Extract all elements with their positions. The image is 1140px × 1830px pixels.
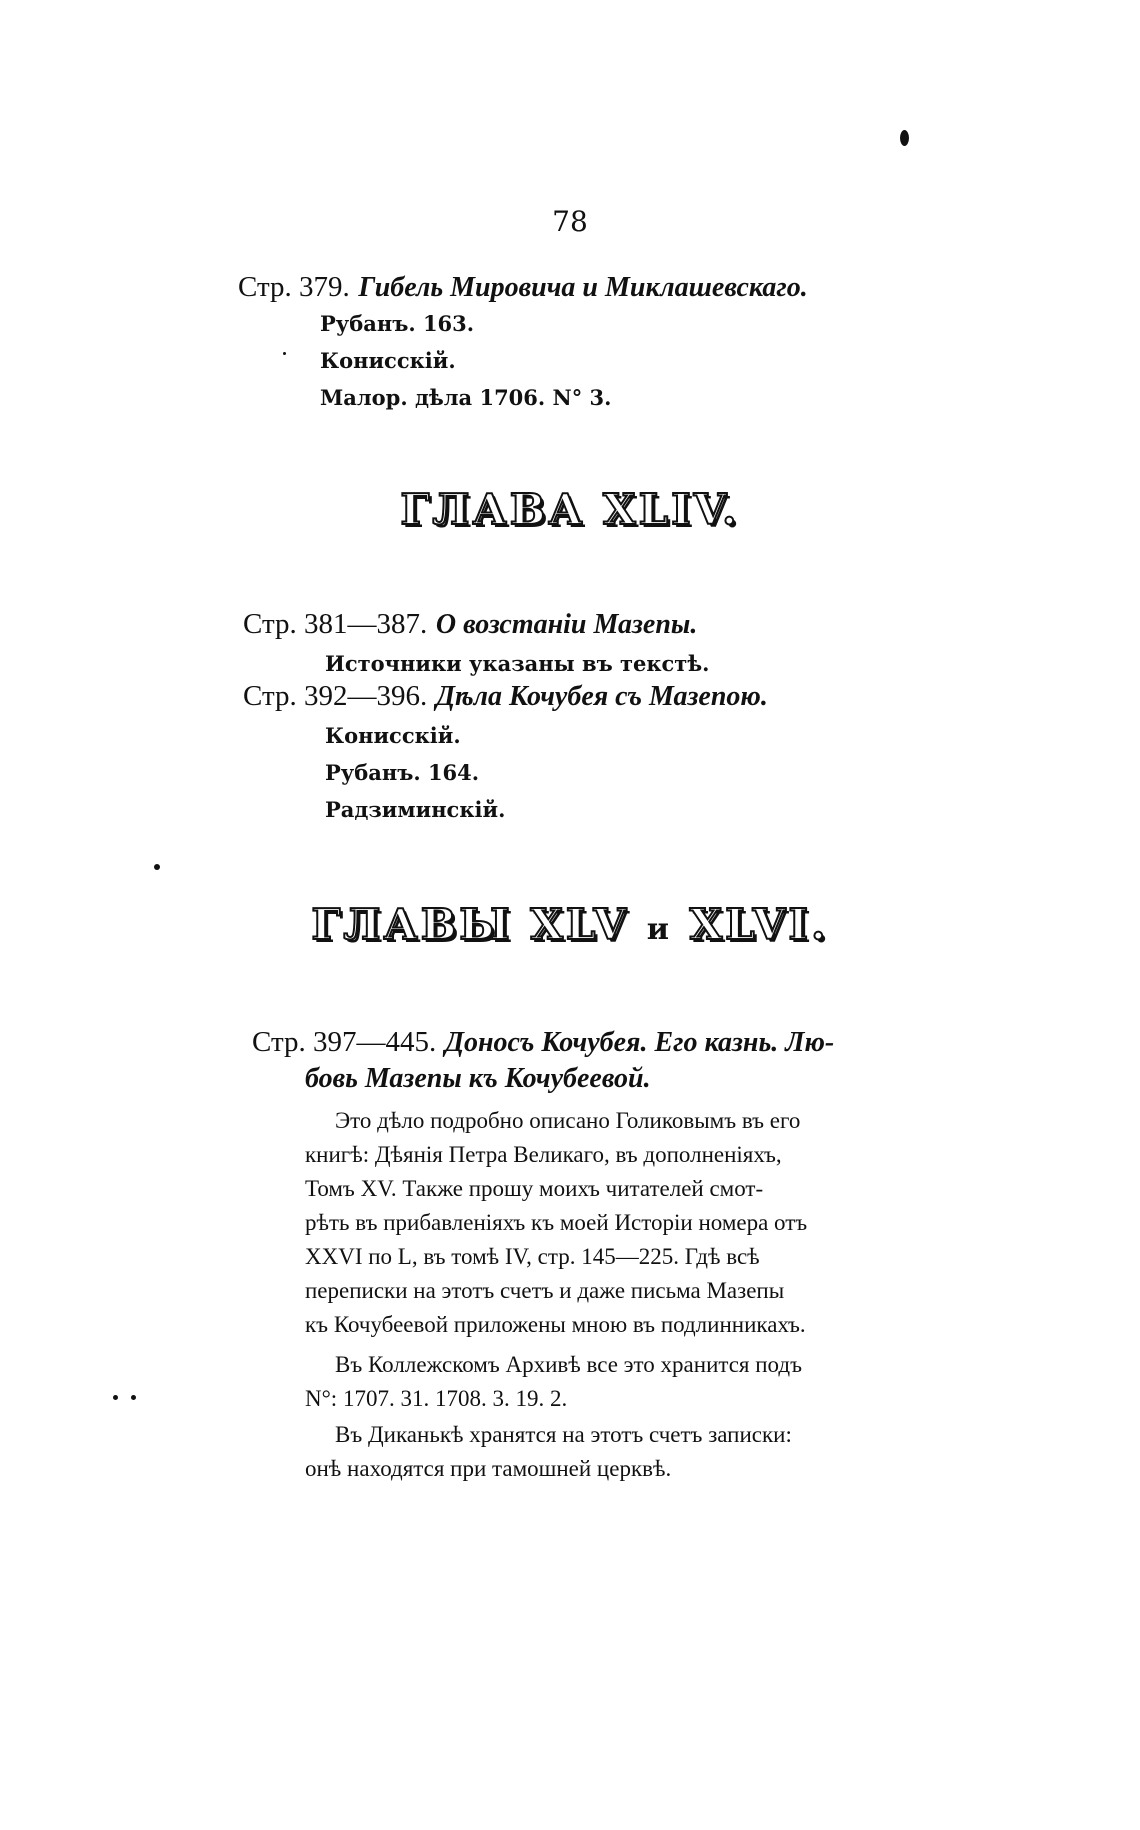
scan-speck <box>900 130 909 146</box>
scan-speck <box>154 864 160 870</box>
entry-prefix: Стр. 381—387. <box>243 608 428 640</box>
scan-speck <box>131 1395 136 1400</box>
text-line: Въ Коллежскомъ Архивѣ все это хранится подъ <box>335 1352 802 1377</box>
scan-speck <box>113 1395 118 1400</box>
chapter-heading-and: и <box>646 912 672 947</box>
entry-title-continued: бовь Мазепы къ Кочубеевой. <box>305 1063 651 1094</box>
entry-392-396 <box>243 677 768 716</box>
entry-title: О возстаніи Мазепы. <box>435 609 698 640</box>
entry-title: Дѣла Кочубея съ Мазепою. <box>435 681 768 712</box>
source-line: Рубанъ. 163. <box>320 311 475 336</box>
entry-397-445 <box>252 1023 834 1062</box>
text-line: рѣть въ прибавленіяхъ къ моей Исторіи номера отъ <box>305 1210 808 1235</box>
text-line: къ Кочубеевой приложены мною въ подлинникахъ. <box>305 1312 806 1337</box>
source-line: Радзиминскій. <box>325 797 506 822</box>
text-line: онѣ находятся при тамошней церквѣ. <box>305 1456 672 1481</box>
text-line: N°: 1707. 31. 1708. 3. 19. 2. <box>305 1386 568 1411</box>
entry-title: Доносъ Кочубея. Его казнь. Лю- <box>444 1027 835 1058</box>
entry-title: Гибель Мировича и Миклашевскаго. <box>358 272 808 303</box>
chapter-heading-xliv: ГЛАВА XLIV. <box>400 485 740 534</box>
source-line: Рубанъ. 164. <box>325 760 480 785</box>
chapter-heading-xlv-xlvi <box>0 900 1140 949</box>
entry-prefix: Стр. 392—396. <box>243 680 428 712</box>
source-line: Конисскій. <box>320 348 456 373</box>
entry-381-387 <box>243 605 697 644</box>
chapter-heading-right: XLVI. <box>689 900 829 949</box>
scan-speck <box>283 352 286 355</box>
paragraph-archive <box>305 1348 802 1416</box>
source-line: Малор. дѣла 1706. N° 3. <box>320 385 612 410</box>
text-line: Въ Диканькѣ хранятся на этотъ счетъ записки: <box>335 1422 792 1447</box>
text-line: книгѣ: Дѣянія Петра Великаго, въ дополненіяхъ, <box>305 1142 782 1167</box>
page-number: 78 <box>552 205 588 238</box>
source-note: Источники указаны въ текстѣ. <box>325 651 710 676</box>
entry-prefix: Стр. 379. <box>238 271 350 303</box>
text-line: Это дѣло подробно описано Голиковымъ въ его <box>335 1108 801 1133</box>
text-line: XXVI по L, въ томѣ IV, стр. 145—225. Гдѣ всѣ <box>305 1244 760 1269</box>
text-line: переписки на этотъ счетъ и даже письма Мазепы <box>305 1278 785 1303</box>
entry-prefix: Стр. 397—445. <box>252 1026 437 1058</box>
source-line: Конисскій. <box>325 723 461 748</box>
chapter-heading-left: ГЛАВЫ XLV <box>311 900 630 949</box>
entry-379 <box>238 268 808 307</box>
paragraph-golikov <box>305 1104 807 1342</box>
text-line: Томъ XV. Также прошу моихъ читателей смот- <box>305 1176 764 1201</box>
paragraph-dikanka <box>305 1418 792 1486</box>
